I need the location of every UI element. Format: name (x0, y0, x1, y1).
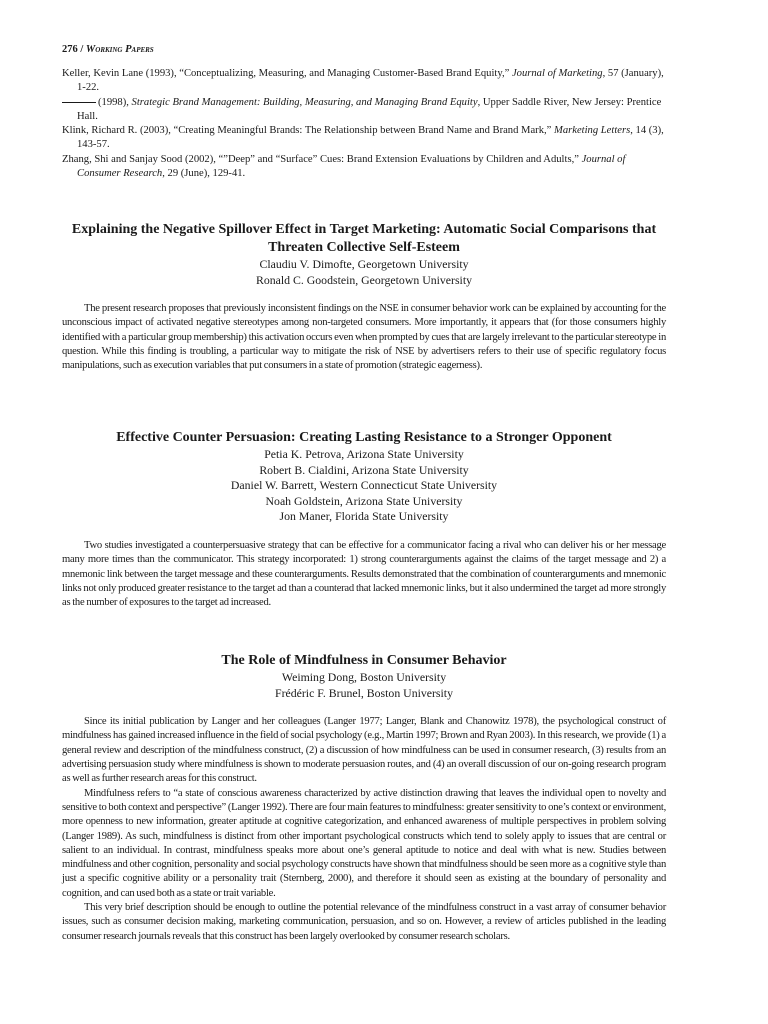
reference-journal: Journal of Marketing (511, 68, 603, 79)
author-line: Weiming Dong, Boston University (281, 670, 447, 684)
abstract-paragraph: The present research proposes that previously inconsistent findings on the NSE in consumer behavior work can be explained by accounting for the unconscious impact of activated negative stereotypes among non-targeted consumers. More importantly, it appears that (for those consumers highly identified with a particular group membership) this activation occurs even when prompted by cues that are largely irrelevant to the particular stereotype in question. While this finding is troubling, a particular way to mitigate the risk of NSE by advertisers refers to their use of specific regulatory focus manipulations, such as execution variables that put consumers in a state of promotion (strategic eagerness). (62, 303, 666, 372)
author-line: Daniel W. Barrett, Western Connecticut State University (230, 478, 498, 493)
reference-journal: Journal of Consumer Research (77, 153, 626, 180)
reference-text: Klink, Richard R. (2003), “Creating Meaningful Brands: The Relationship between Brand Name and Brand Mark,” (62, 125, 554, 137)
reference-journal: Marketing Letters (554, 125, 631, 137)
author-line: Jon Maner, Florida State University (279, 509, 449, 524)
reference-text: Zhang, Shi and Sanjay Sood (2002), “”Deep” and “Surface” Cues: Brand Extension Evaluations by Children and Adults,” (62, 153, 582, 165)
article-title: Explaining the Negative Spillover Effect in Target Marketing: Automatic Social Comparisons that Threaten Collective Self-Esteem (71, 222, 657, 255)
author-line: Claudiu V. Dimofte, Georgetown University (259, 257, 469, 271)
article-negative-spillover (62, 221, 666, 374)
running-header (62, 44, 154, 55)
abstract-paragraph: This very brief description should be enough to outline the potential relevance of the mindfulness construct in a vast array of consumer behavior issues, such as consumer decision making, marketing communication, persuasion, and so on. However, a review of articles published in the leading consumer research journals reveals that this construct has been largely overlooked by consumer research scholars. (62, 902, 666, 942)
reference-journal: Strategic Brand Management: Building, Measuring, and Managing Brand Equity (131, 96, 478, 108)
author-line: Ronald C. Goodstein, Georgetown University (255, 272, 473, 287)
ditto-line (62, 102, 96, 103)
reference-text: (1998), (98, 96, 132, 108)
page-number: 276 (62, 44, 78, 55)
reference-entry (62, 153, 668, 182)
reference-text: , 57 (January), 1-22. (77, 68, 664, 94)
article-abstract (62, 715, 666, 944)
article-title: Effective Counter Persuasion: Creating Lasting Resistance to a Stronger Opponent (116, 430, 612, 445)
header-separator: / (80, 44, 84, 55)
reference-text: , 14 (3), 143-57. (77, 125, 664, 151)
article-mindfulness (62, 652, 666, 944)
article-abstract (62, 539, 666, 610)
author-line: Robert B. Cialdini, Arizona State University (259, 462, 469, 477)
reference-text: , Upper Saddle River, New Jersey: Prentice Hall. (77, 96, 662, 122)
reference-text: , 29 (June), 129-41. (162, 168, 246, 180)
running-title: Working Papers (85, 44, 154, 55)
article-abstract (62, 302, 666, 373)
reference-entry (62, 96, 668, 125)
author-line: Noah Goldstein, Arizona State University (265, 493, 463, 508)
author-line: Petia K. Petrova, Arizona State University (264, 447, 464, 461)
author-line: Frédéric F. Brunel, Boston University (275, 685, 453, 700)
reference-list (62, 67, 668, 181)
reference-entry (62, 67, 668, 96)
reference-text: Keller, Kevin Lane (1993), “Conceptualizing, Measuring, and Managing Customer-Based Brand Equity,” (62, 68, 512, 79)
article-title: The Role of Mindfulness in Consumer Behavior (221, 653, 507, 668)
article-counter-persuasion (62, 429, 666, 610)
abstract-paragraph: Since its initial publication by Langer and her colleagues (Langer 1977; Langer, Blank and Chanowitz 1978), the psychological construct of mindfulness has gained increased influence in the field of social psychology (e.g., Martin 1997; Brown and Ryan 2003). In this research, we provide (1) a general review and description of the mindfulness construct, (2) a discussion of how mindfulness can be used in consumer research, (3) results from an advertising persuasion study where mindfulness is shown to moderate persuasion routes, and (4) an overall discussion of our on-going research program as well as further research areas for this construct. (62, 716, 666, 785)
abstract-paragraph: Mindfulness refers to “a state of conscious awareness characterized by active distinction drawing that leaves the individual open to novelty and sensitive to both context and perspective” (Langer 1992). There are four main features to mindfulness: greater sensitivity to one’s context or environment, more openness to new information, greater aptitude at cognitive categorization, and enhanced awareness of multiple perspectives in problem solving (Langer 1989). As such, mindfulness is distinct from other important psychological constructs which tend to solely apply to issues that are central or salient to an individual. In contrast, mindfulness speaks more about one’s general aptitude to notice and deal with what is new. Studies between mindfulness and other cognition, personality and social psychology constructs have shown that mindfulness should be seen more as a cognitive style than just a specific cognitive ability or a personality trait (Sternberg, 2000), and therefore it should seen as existing at the boundary of personality and cognition, and can used both as a state or trait variable. (62, 787, 666, 899)
abstract-paragraph: Two studies investigated a counterpersuasive strategy that can be effective for a communicator facing a rival who can deliver his or her message many more times than the communicator. This strategy incorporated: 1) strong counterarguments against the claims of the target message and 2) a mnemonic link between the target message and these counterarguments. Results demonstrated that the combination of counterarguments and mnemonic links not only produced greater resistance to the target ad than a counterad that lacked mnemonic links, but it also undermined the target ad more strongly as the number of exposures to the target ad increased. (62, 539, 666, 609)
reference-entry (62, 124, 668, 153)
